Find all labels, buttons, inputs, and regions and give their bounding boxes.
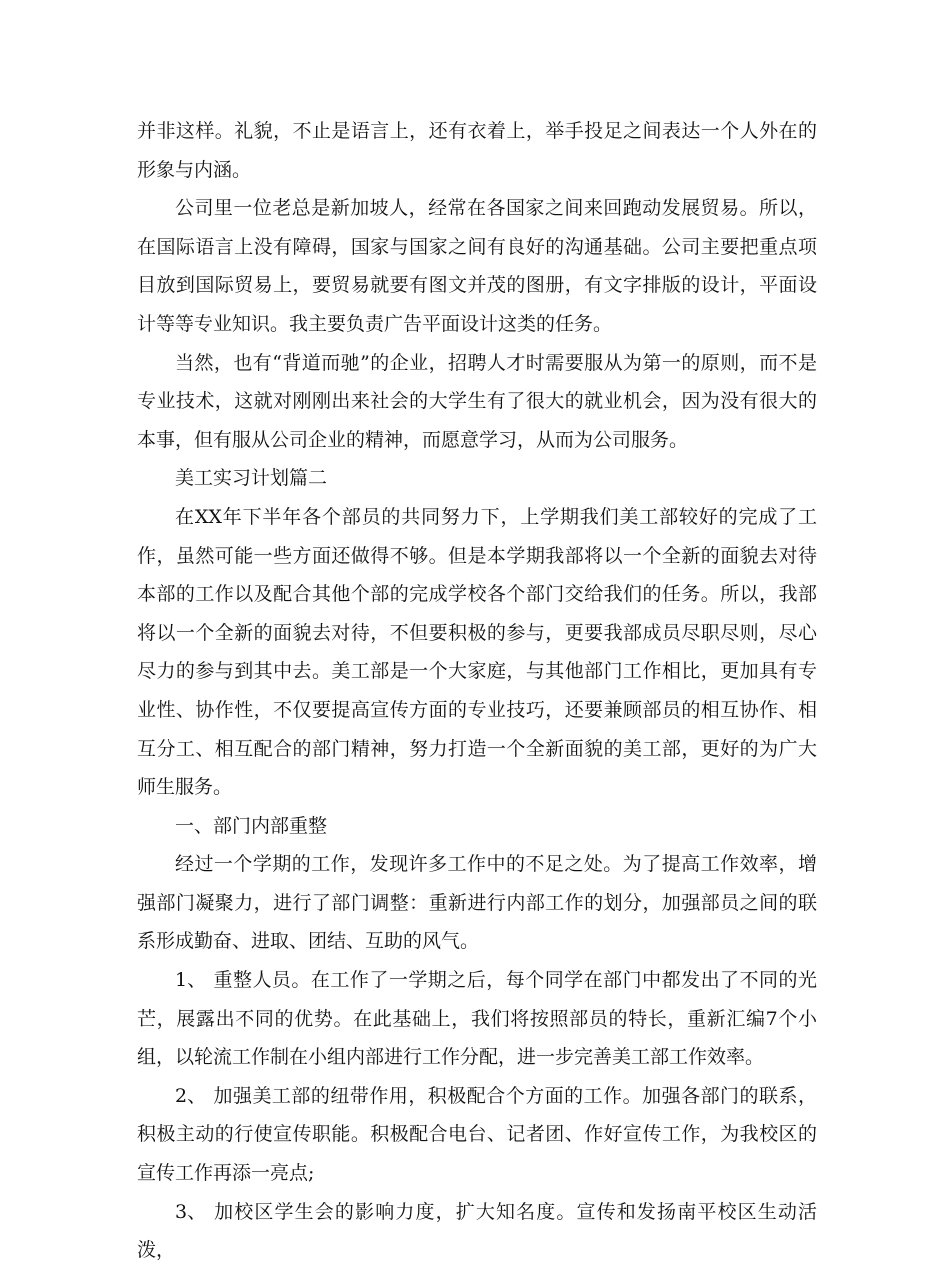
paragraph-semester-plan: 在XX年下半年各个部员的共同努力下，上学期我们美工部较好的完成了工作，虽然可能一些方面还做得不够。但是本学期我部将以一个全新的面貌去对待本部的工作以及配合其他个部的完成学校各个部门交给我们的任务。所以，我部将以一个全新的面貌去对待，不但要积极的参与，更要我部成员尽职尽则，尽心尽力的参与到其中去。美工部是一个大家庭，与其他部门工作相比，更加具有专业性、协作性，不仅要提高宣传方面的专业技巧，还要兼顾部员的相互协作、相互分工、相互配合的部门精神，努力打造一个全新面貌的美工部，更好的为广大师生服务。 — [137, 505, 817, 799]
paragraph-obedience: 当然，也有“背道而驰”的企业，招聘人才时需要服从为第一的原则，而不是专业技术，这就对刚刚出来社会的大学生有了很大的就业机会，因为没有很大的本事，但有服从公司企业的精神，而愿意学习，从而为公司服务。 — [137, 351, 817, 451]
section-heading-plan-two: 美工实习计划篇二 — [175, 467, 328, 490]
paragraph-reorg-summary: 经过一个学期的工作，发现许多工作中的不足之处。为了提高工作效率，增强部门凝聚力，进行了部门调整：重新进行内部工作的划分，加强部员之间的联系形成勤奋、进取、团结、互助的风气。 — [137, 853, 817, 953]
list-item-text: 加校区学生会的影响力度，扩大知名度。宣传和发扬南平校区生动活泼， — [137, 1200, 817, 1262]
list-item-2 — [137, 1077, 817, 1193]
list-number: 2、 — [175, 1084, 207, 1107]
list-number: 1、 — [175, 969, 207, 992]
list-item-text: 加强美工部的纽带作用，积极配合个方面的工作。加强各部门的联系，积极主动的行使宣传职能。积极配合电台、记者团、作好宣传工作，为我校区的宣传工作再添一亮点; — [137, 1084, 817, 1185]
list-number: 3、 — [175, 1200, 207, 1223]
paragraph-intro: 并非这样。礼貌，不止是语言上，还有衣着上，举手投足之间表达一个人外在的形象与内涵。 — [137, 120, 817, 181]
paragraph-company-boss: 公司里一位老总是新加坡人，经常在各国家之间来回跑动发展贸易。所以，在国际语言上没有障碍，国家与国家之间有良好的沟通基础。公司主要把重点项目放到国际贸易上，要贸易就要有图文并茂的图册，有文字排版的设计，平面设计等等专业知识。我主要负责广告平面设计这类的任务。 — [137, 197, 817, 335]
section-heading-department-reorg: 一、部门内部重整 — [175, 814, 328, 837]
list-item-text: 重整人员。在工作了一学期之后，每个同学在部门中都发出了不同的光芒，展露出不同的优势。在此基础上，我们将按照部员的特长，重新汇编7个小组，以轮流工作制在小组内部进行工作分配，进一步完善美工部工作效率。 — [137, 969, 817, 1069]
document-body — [137, 112, 817, 1270]
list-item-3 — [137, 1193, 817, 1270]
list-item-1 — [137, 961, 817, 1077]
